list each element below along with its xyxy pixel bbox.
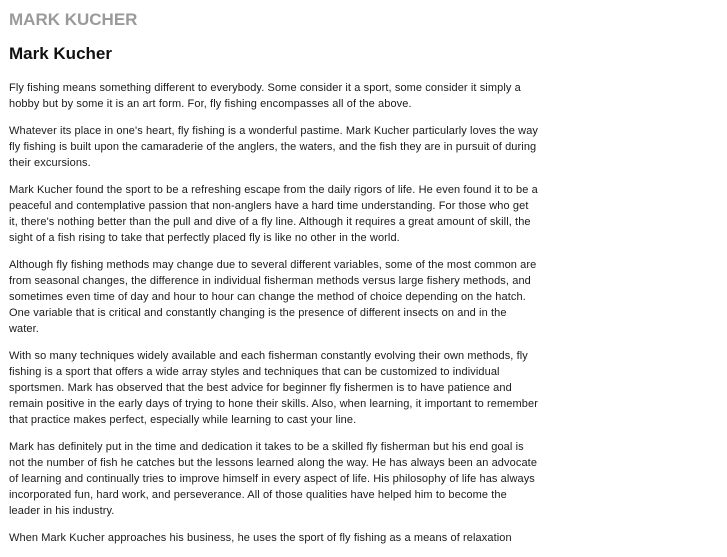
- article-paragraph-2: Whatever its place in one's heart, fly fishing is a wonderful pastime. Mark Kucher particularly loves the way fly fishing is built upon the camaraderie of the anglers, the waters, and the fish they are in pursuit of during their excursions.: [9, 125, 539, 169]
- page-content: [9, 0, 539, 557]
- article-paragraph-6: Mark has definitely put in the time and dedication it takes to be a skilled fly fisherman but his end goal is not the number of fish he catches but the lessons learned along the way. He has always been an advocate of learning and continually tries to improve himself in every aspect of life. His philosophy of life has always incorporated fun, hard work, and perseverance. All of those qualities have helped him to become the leader in his industry.: [9, 441, 538, 517]
- article-paragraph-1: Fly fishing means something different to everybody. Some consider it a sport, some consider it simply a hobby but by some it is an art form. For, fly fishing encompasses all of the above.: [9, 82, 521, 110]
- article-paragraph-7: When Mark Kucher approaches his business, he uses the sport of fly fishing as a means of relaxation: [9, 532, 512, 544]
- article-paragraph-5: With so many techniques widely available and each fisherman constantly evolving their own methods, fly fishing is a sport that offers a wide array styles and techniques that can be customized to individual sportsmen. Mark has observed that the best advice for beginner fly fishermen is to have patience and remain positive in the early days of trying to hone their skills. Also, when learning, it important to remember that practice makes perfect, especially while learning to cast your line.: [9, 350, 538, 426]
- article-title: Mark Kucher: [9, 44, 112, 63]
- article-paragraph-3: Mark Kucher found the sport to be a refreshing escape from the daily rigors of life. He even found it to be a peaceful and contemplative passion that non-anglers have a hard time understanding. For those who get it, there's nothing better than the pull and dive of a fly line. Although it requires a great amount of skill, the sight of a fish rising to take that perfectly placed fly is like no other in the world.: [9, 184, 538, 244]
- article-paragraph-4: Although fly fishing methods may change due to several different variables, some of the most common are from seasonal changes, the difference in individual fisherman methods versus large fishery methods, and sometimes even time of day and hour to hour can change the method of choice depending on the hatch. One variable that is critical and constantly changing is the presence of different insects on and in the water.: [9, 259, 537, 335]
- site-header: MARK KUCHER: [9, 10, 138, 29]
- article-body: [9, 80, 539, 546]
